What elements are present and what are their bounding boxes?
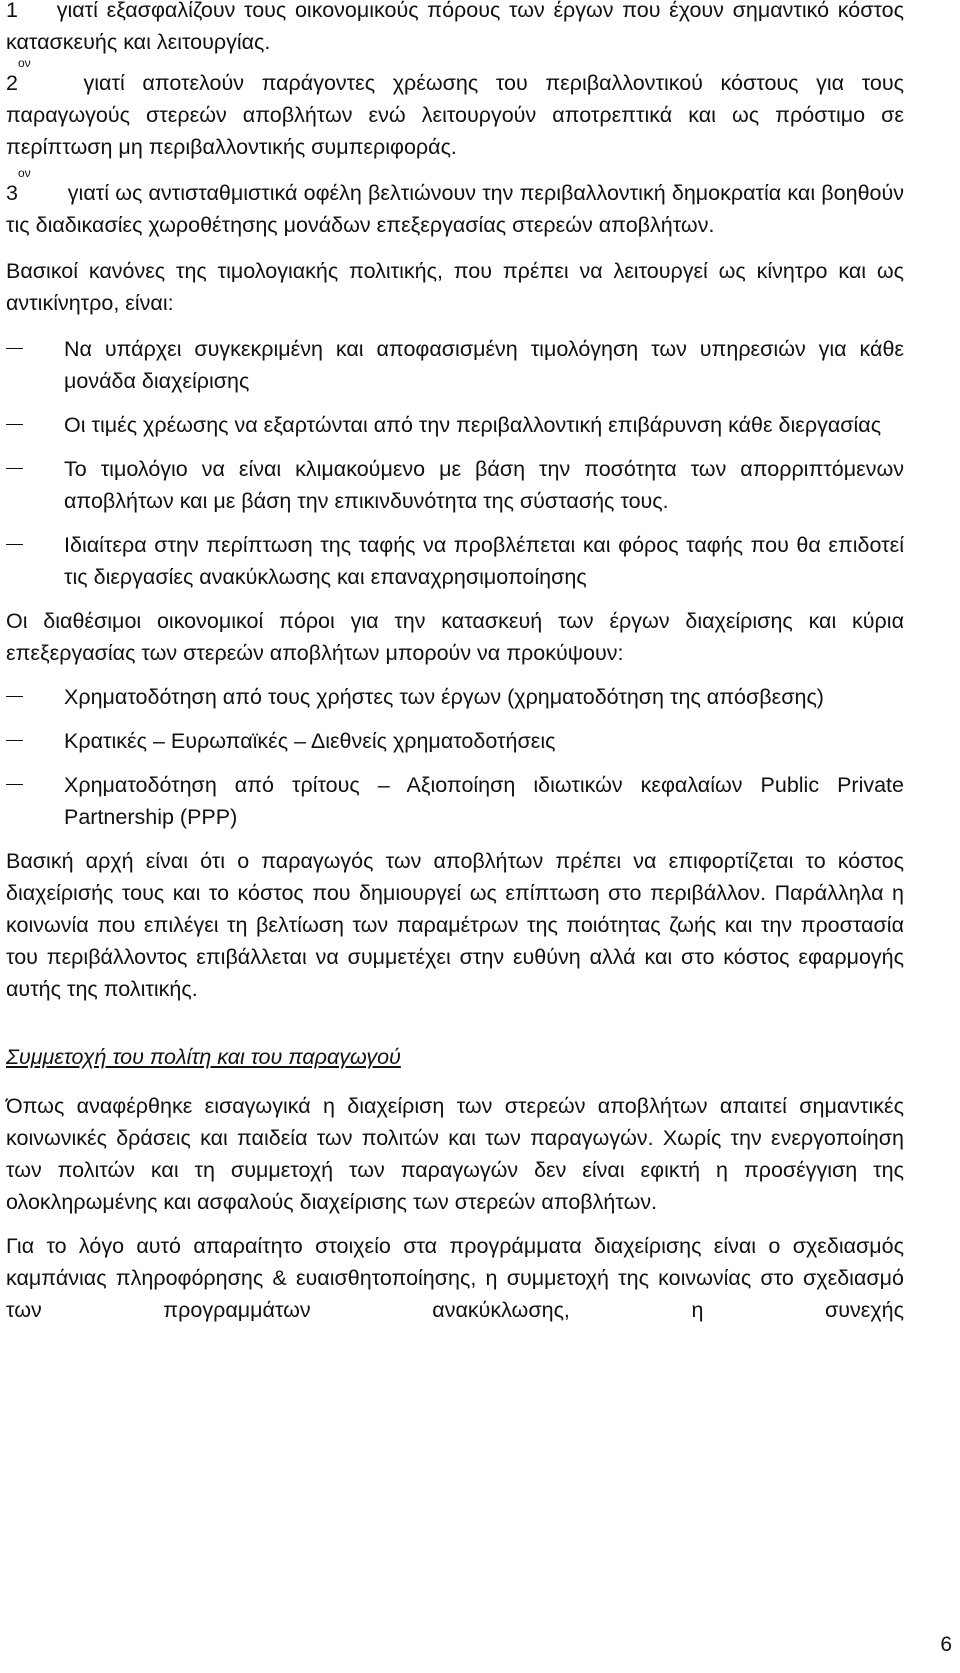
dash-bullet <box>6 348 23 349</box>
principle-paragraph: Βασική αρχή είναι ότι ο παραγωγός των αποβλήτων πρέπει να επιφορτίζεται το κόστος διαχείρισής τους και το κόστος που δημιουργεί ως επίπτωση στο περιβάλλον. Παράλληλα η κοινωνία που επιλέγει τη βελτίωση των παραμέτρων της ποιότητας ζωής και την προστασία του περιβάλλοντος επιβάλλεται να συμμετέχει στην ευθύνη αλλά και στο κόστος εφαρμογής αυτής της πολιτικής. <box>6 849 904 1001</box>
dash-bullet <box>6 424 23 425</box>
dash-bullet <box>6 740 23 741</box>
funding-item: Χρηματοδότηση από τους χρήστες των έργων (χρηματοδότηση της απόσβεσης) <box>6 681 904 713</box>
page-number: 6 <box>940 1633 952 1656</box>
dash-bullet <box>6 784 23 785</box>
reason-number: $2^{o\nu}$ <box>6 56 31 95</box>
reason-text: γιατί ως αντισταθμιστικά οφέλη βελτιώνουν την περιβαλλοντική δημοκρατία και βοηθούν τις διαδικασίες χωροθέτησης μονάδων επεξεργασίας στερεών αποβλήτων. <box>6 181 904 237</box>
funding-item: Κρατικές – Ευρωπαϊκές – Διεθνείς χρηματοδοτήσεις <box>6 725 904 757</box>
section-paragraph-2: Για το λόγο αυτό απαραίτητο στοιχείο στα προγράμματα διαχείρισης είναι ο σχεδιασμός καμπάνιας πληροφόρησης & ευαισθητοποίησης, η συμμετοχή της κοινωνίας στο σχεδιασμό των προγραμμάτων ανακύκλωσης, η συνεχής <box>6 1234 904 1322</box>
reason-paragraph-3 <box>6 166 904 241</box>
rule-item: Να υπάρχει συγκεκριμένη και αποφασισμένη τιμολόγηση των υπηρεσιών για κάθε μονάδα διαχείρισης <box>6 333 904 397</box>
rule-item: Το τιμολόγιο να είναι κλιμακούμενο με βάση την ποσότητα των απορριπτόμενων αποβλήτων και με βάση την επικινδυνότητα της σύστασής τους. <box>6 453 904 517</box>
dash-bullet <box>6 468 23 469</box>
reason-number: 1 <box>6 0 18 22</box>
reason-text: γιατί αποτελούν παράγοντες χρέωσης του περιβαλλοντικού κόστους για τους παραγωγούς στερεών αποβλήτων ενώ λειτουργούν αποτρεπτικά και ως πρόστιμο σε περίπτωση μη περιβαλλοντικής συμπεριφοράς. <box>6 71 904 159</box>
funding-item: Χρηματοδότηση από τρίτους – Αξιοποίηση ιδιωτικών κεφαλαίων Public Private Partnership (PPP) <box>6 769 904 833</box>
reason-text: γιατί εξασφαλίζουν τους οικονομικούς πόρους των έργων που έχουν σημαντικό κόστος κατασκευής και λειτουργίας. <box>6 0 905 54</box>
funding-intro: Οι διαθέσιμοι οικονομικοί πόροι για την κατασκευή των έργων διαχείρισης και κύρια επεξεργασίας των στερεών αποβλήτων μπορούν να προκύψουν: <box>6 609 904 665</box>
rule-item: Ιδιαίτερα στην περίπτωση της ταφής να προβλέπεται και φόρος ταφής που θα επιδοτεί τις διεργασίες ανακύκλωσης και επαναχρησιμοποίησης <box>6 529 904 593</box>
reason-paragraph-1 <box>6 0 904 58</box>
section-heading: Συμμετοχή του πολίτη και του παραγωγού <box>6 1045 401 1069</box>
document-page <box>6 0 904 1326</box>
dash-bullet <box>6 696 23 697</box>
dash-bullet <box>6 544 23 545</box>
section-paragraph-1: Όπως αναφέρθηκε εισαγωγικά η διαχείριση των στερεών αποβλήτων απαιτεί σημαντικές κοινωνικές δράσεις και παιδεία των πολιτών και των παραγωγών. Χωρίς την ενεργοποίηση των πολιτών και τη συμμετοχή των παραγωγών δεν είναι εφικτή η προσέγγιση της ολοκληρωμένης και ασφαλούς διαχείρισης των στερεών αποβλήτων. <box>6 1094 904 1214</box>
rules-intro: Βασικοί κανόνες της τιμολογιακής πολιτικής, που πρέπει να λειτουργεί ως κίνητρο και ως αντικίνητρο, είναι: <box>6 259 904 315</box>
reason-number: $3^{o\nu}$ <box>6 166 31 205</box>
reason-paragraph-2 <box>6 56 904 163</box>
rule-item: Οι τιμές χρέωσης να εξαρτώνται από την περιβαλλοντική επιβάρυνση κάθε διεργασίας <box>6 409 904 441</box>
